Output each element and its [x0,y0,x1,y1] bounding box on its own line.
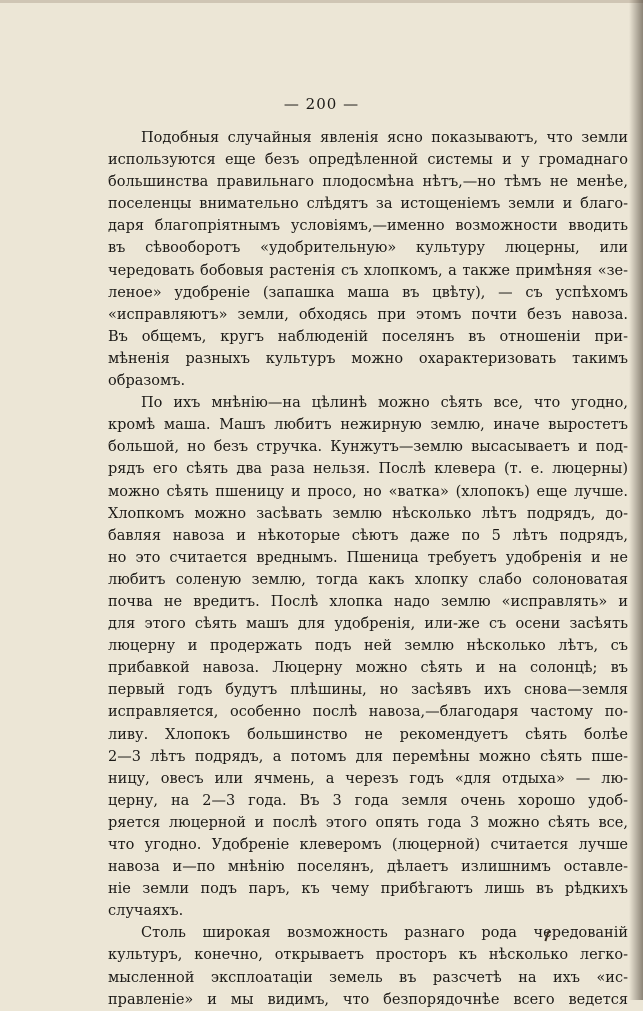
text-line: ряется люцерной и послѣ этого опять года 3 можно сѣять все, [108,814,628,831]
text-line: для этого сѣять машъ для удобренія, или-же съ осени засѣять [108,616,628,633]
text-line: используются еще безъ опредѣленной системы и у громаднаго [108,152,628,169]
text-line: можно сѣять пшеницу и просо, но «ватка» (хлопокъ) еще лучше. [108,483,628,500]
paragraph [108,392,628,922]
text-line: 2—3 лѣтъ подрядъ, а потомъ для перемѣны можно сѣять пше- [108,748,628,765]
paragraph [108,127,628,392]
text-line: правленіе» и мы видимъ, что безпорядочнѣе всего ведется [108,991,628,1008]
text-line: большой, но безъ стручка. Кунжутъ—землю высасываетъ и под- [108,439,628,456]
text-line: Въ общемъ, кругъ наблюденій поселянъ въ отношеніи при- [108,328,628,345]
text-line: навоза и—по мнѣнію поселянъ, дѣлаетъ излишнимъ оставле- [108,859,628,876]
text-line: рядъ его сѣять два раза нельзя. Послѣ клевера (т. е. люцерны) [108,461,628,478]
text-line: Подобныя случайныя явленія ясно показываютъ, что земли [141,130,628,146]
text-line: чередовать бобовыя растенія съ хлопкомъ, а также примѣняя «зе- [108,262,628,279]
text-line: поселенцы внимательно слѣдятъ за истощеніемъ земли и благо- [108,196,628,213]
text-line: исправляется, особенно послѣ навоза,—благодаря частому по- [108,704,628,721]
text-line: въ сѣвооборотъ «удобрительную» культуру люцерны, или [108,240,628,257]
text-line: леное» удобреніе (запашка маша въ цвѣту), — съ успѣхомъ [108,284,628,301]
text-line: даря благопріятнымъ условіямъ,—именно возможности вводить [108,218,628,235]
text-line: По ихъ мнѣнію—на цѣлинѣ можно сѣять все, что угодно, [141,395,628,412]
text-line: «исправляютъ» земли, обходясь при этомъ почти безъ навоза. [108,306,628,323]
text-line: Столь широкая возможность разнаго рода чередованій [141,925,628,942]
text-line: первый годъ будутъ плѣшины, но засѣявъ ихъ снова—земля [108,682,628,699]
text-line: образомъ. [108,373,186,390]
text-line: почва не вредитъ. Послѣ хлопка надо землю «исправлять» и [108,593,628,610]
body-text [108,127,628,1011]
text-line: любитъ соленую землю, тогда какъ хлопку слабо солоноватая [108,571,628,588]
text-line: мысленной эксплоатаціи земель въ разсчетѣ на ихъ «ис- [108,969,628,986]
page-binding-shadow [629,0,643,1000]
page-number: — 200 — [283,95,360,113]
text-line: случаяхъ. [108,903,184,920]
text-line: ницу, овесъ или ячмень, а черезъ годъ «для отдыха» — лю- [108,770,628,787]
text-line: прибавкой навоза. Люцерну можно сѣять и на солонцѣ; въ [108,660,628,677]
text-line: ніе земли подъ паръ, къ чему прибѣгаютъ лишь въ рѣдкихъ [108,881,628,898]
text-line: ливу. Хлопокъ большинство не рекомендуетъ сѣять болѣе [108,726,628,743]
text-line: Хлопкомъ можно засѣвать землю нѣсколько лѣтъ подрядъ, до- [108,505,628,522]
text-line: мѣненія разныхъ культуръ можно охарактеризовать такимъ [108,350,628,367]
text-line: что угодно. Удобреніе клеверомъ (люцерной) считается лучше [108,837,628,853]
page-top-edge [0,0,643,3]
text-line: люцерну и продержать подъ ней землю нѣсколько лѣтъ, съ [108,638,628,655]
text-line: бавляя навоза и нѣкоторые сѣютъ даже по 5 лѣтъ подрядъ, [108,527,628,544]
text-line: большинства правильнаго плодосмѣна нѣтъ,—но тѣмъ не менѣе, [108,174,628,191]
text-line: церну, на 2—3 года. Въ 3 года земля очень хорошо удоб- [108,792,628,809]
text-line: кромѣ маша. Машъ любитъ нежирную землю, иначе выростетъ [108,417,628,434]
text-line: но это считается вреднымъ. Пшеница требуетъ удобренія и не [108,549,628,566]
text-line: культуръ, конечно, открываетъ просторъ къ нѣсколько легко- [108,947,628,964]
